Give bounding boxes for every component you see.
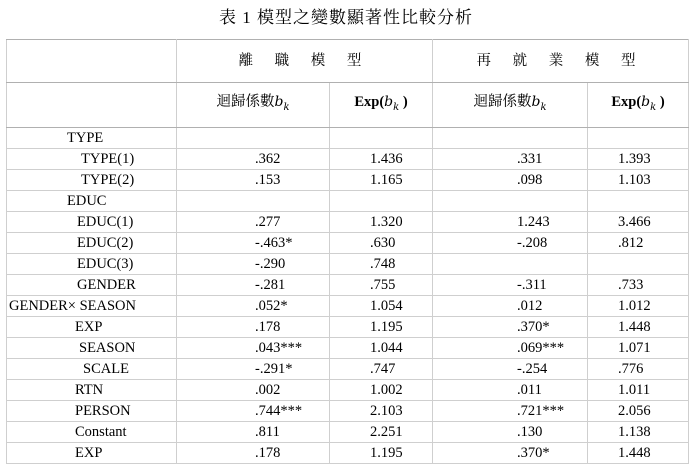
row-label: TYPE	[7, 128, 177, 149]
cell-turnover-coef: .178	[177, 443, 330, 464]
cell-turnover-coef: .043***	[177, 338, 330, 359]
cell-turnover-exp: 1.320	[330, 212, 433, 233]
table-row	[7, 296, 689, 317]
cell-reemploy-coef: -.254	[433, 359, 588, 380]
cell-turnover-coef: .811	[177, 422, 330, 443]
cell-turnover-exp: 1.054	[330, 296, 433, 317]
row-label: Constant	[7, 422, 177, 443]
cell-turnover-coef	[177, 191, 330, 212]
cell-turnover-exp: 1.044	[330, 338, 433, 359]
cell-turnover-coef: -.463*	[177, 233, 330, 254]
header-group-reemployment-model: 再 就 業 模 型	[433, 40, 689, 83]
cell-reemploy-coef: .370*	[433, 317, 588, 338]
row-label: EDUC(2)	[7, 233, 177, 254]
cell-turnover-coef	[177, 128, 330, 149]
table-row	[7, 422, 689, 443]
cell-turnover-exp: 2.251	[330, 422, 433, 443]
cell-turnover-coef: .052*	[177, 296, 330, 317]
table-row	[7, 191, 689, 212]
cell-turnover-coef: -.291*	[177, 359, 330, 380]
cell-reemploy-exp	[588, 191, 689, 212]
row-label: EDUC	[7, 191, 177, 212]
cell-reemploy-exp	[588, 254, 689, 275]
header-row-groups	[7, 40, 689, 83]
cell-reemploy-coef: .370*	[433, 443, 588, 464]
row-label: TYPE(1)	[7, 149, 177, 170]
cell-turnover-coef: .744***	[177, 401, 330, 422]
header-row-measures	[7, 83, 689, 128]
cell-reemploy-coef: 1.243	[433, 212, 588, 233]
cell-turnover-exp: .748	[330, 254, 433, 275]
table-row	[7, 359, 689, 380]
cell-reemploy-exp: .812	[588, 233, 689, 254]
header-coef-2: 迴歸係數$b_k$	[433, 83, 588, 128]
cell-reemploy-coef: .098	[433, 170, 588, 191]
table-row	[7, 275, 689, 296]
cell-turnover-exp: 1.195	[330, 317, 433, 338]
row-label: EXP	[7, 443, 177, 464]
row-label: EXP	[7, 317, 177, 338]
table-row	[7, 443, 689, 464]
row-label: PERSON	[7, 401, 177, 422]
table-row	[7, 128, 689, 149]
cell-reemploy-coef: .069***	[433, 338, 588, 359]
cell-turnover-exp: 1.195	[330, 443, 433, 464]
cell-reemploy-coef: -.208	[433, 233, 588, 254]
cell-reemploy-coef	[433, 191, 588, 212]
table-title: 表 1 模型之變數顯著性比較分析	[219, 8, 473, 27]
cell-turnover-coef: .153	[177, 170, 330, 191]
row-label: EDUC(1)	[7, 212, 177, 233]
table-row	[7, 401, 689, 422]
cell-reemploy-coef: .012	[433, 296, 588, 317]
cell-reemploy-exp: 1.071	[588, 338, 689, 359]
cell-reemploy-exp: .776	[588, 359, 689, 380]
cell-reemploy-coef	[433, 128, 588, 149]
cell-turnover-exp: .755	[330, 275, 433, 296]
cell-reemploy-exp: 1.012	[588, 296, 689, 317]
table-row	[7, 233, 689, 254]
table-row	[7, 149, 689, 170]
cell-reemploy-exp	[588, 128, 689, 149]
header-group-turnover-model: 離 職 模 型	[177, 40, 433, 83]
cell-reemploy-exp: 1.138	[588, 422, 689, 443]
cell-turnover-exp: .747	[330, 359, 433, 380]
cell-reemploy-exp: 1.103	[588, 170, 689, 191]
cell-reemploy-exp: 1.393	[588, 149, 689, 170]
cell-reemploy-exp: 3.466	[588, 212, 689, 233]
header-blank	[7, 83, 177, 128]
row-label: GENDER× SEASON	[7, 296, 177, 317]
row-label: SCALE	[7, 359, 177, 380]
cell-reemploy-coef: .130	[433, 422, 588, 443]
cell-turnover-coef: .277	[177, 212, 330, 233]
row-label: TYPE(2)	[7, 170, 177, 191]
cell-turnover-coef: .178	[177, 317, 330, 338]
row-label: EDUC(3)	[7, 254, 177, 275]
cell-reemploy-coef: .721***	[433, 401, 588, 422]
table-row	[7, 212, 689, 233]
row-label: SEASON	[7, 338, 177, 359]
cell-reemploy-exp: 2.056	[588, 401, 689, 422]
header-blank	[7, 40, 177, 83]
cell-turnover-coef: .362	[177, 149, 330, 170]
row-label: GENDER	[7, 275, 177, 296]
table-row	[7, 338, 689, 359]
cell-reemploy-coef: .011	[433, 380, 588, 401]
table-row	[7, 380, 689, 401]
cell-reemploy-coef: .331	[433, 149, 588, 170]
header-exp-1: $Exp(b_k$ )	[330, 83, 433, 128]
cell-reemploy-coef	[433, 254, 588, 275]
table-row	[7, 254, 689, 275]
cell-reemploy-exp: .733	[588, 275, 689, 296]
table-row	[7, 170, 689, 191]
table-row	[7, 317, 689, 338]
comparison-table	[6, 39, 689, 464]
cell-turnover-exp: .630	[330, 233, 433, 254]
cell-reemploy-exp: 1.011	[588, 380, 689, 401]
cell-turnover-exp	[330, 191, 433, 212]
cell-reemploy-coef: -.311	[433, 275, 588, 296]
cell-turnover-coef: .002	[177, 380, 330, 401]
cell-turnover-coef: -.290	[177, 254, 330, 275]
header-coef-1: 迴歸係數$b_k$	[177, 83, 330, 128]
cell-turnover-coef: -.281	[177, 275, 330, 296]
header-exp-2: $Exp(b_k$ )	[588, 83, 689, 128]
cell-turnover-exp: 2.103	[330, 401, 433, 422]
cell-turnover-exp: 1.436	[330, 149, 433, 170]
cell-reemploy-exp: 1.448	[588, 443, 689, 464]
row-label: RTN	[7, 380, 177, 401]
cell-reemploy-exp: 1.448	[588, 317, 689, 338]
cell-turnover-exp: 1.002	[330, 380, 433, 401]
cell-turnover-exp	[330, 128, 433, 149]
cell-turnover-exp: 1.165	[330, 170, 433, 191]
